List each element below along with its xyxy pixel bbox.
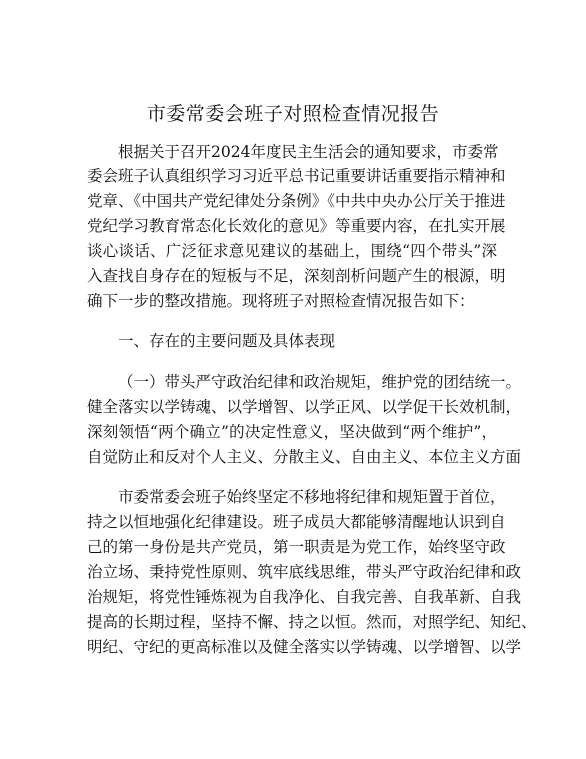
paragraph2-line-7: 明纪、守纪的更高标准以及健全落实以学铸魂、以学增智、以学 — [87, 638, 522, 656]
intro-line-2: 委会班子认真组织学习习近平总书记重要讲话重要指示精神和 — [87, 167, 506, 185]
intro-line-6: 入查找自身存在的短板与不足，深刻剖析问题产生的根源，明 — [87, 267, 506, 285]
subsection-line-3: 深刻领悟“两个确立”的决定性意义，坚决做到“两个维护”， — [87, 423, 497, 441]
intro-line-1: 根据关于召开2024年度民主生活会的通知要求，市委常 — [118, 143, 499, 161]
subsection-line-2: 健全落实以学铸魂、以学增智、以学正风、以学促干长效机制， — [87, 398, 522, 416]
intro-line-5: 谈心谈话、广泛征求意见建议的基础上，围绕“四个带头”深 — [87, 242, 497, 260]
paragraph2-line-5: 治规矩，将党性锤炼视为自我净化、自我完善、自我革新、自我 — [87, 588, 522, 606]
intro-line-4: 党纪学习教育常态化长效化的意见》等重要内容，在扎实开展 — [87, 217, 506, 235]
intro-line-3: 党章、《中国共产党纪律处分条例》《中共中央办公厅关于推进 — [87, 192, 506, 210]
document-title: 市委常委会班子对照检查情况报告 — [146, 103, 440, 125]
paragraph2-line-2: 持之以恒地强化纪律建设。班子成员大都能够清醒地认识到自 — [87, 513, 506, 531]
paragraph2-line-1: 市委常委会班子始终坚定不移地将纪律和规矩置于首位， — [118, 488, 506, 506]
intro-line-7: 确下一步的整改措施。现将班子对照检查情况报告如下： — [87, 292, 475, 310]
subsection-line-4: 自觉防止和反对个人主义、分散主义、自由主义、本位主义方面 — [87, 448, 522, 466]
paragraph2-line-6: 提高的长期过程，坚持不懈、持之以恒。然而，对照学纪、知纪、 — [87, 613, 537, 631]
paragraph2-line-4: 治立场、秉持党性原则、筑牢底线思维，带头严守政治纪律和政 — [87, 563, 522, 581]
subsection-line-1: （一）带头严守政治纪律和政治规矩，维护党的团结统一。 — [118, 373, 522, 391]
section-heading: 一、存在的主要问题及具体表现 — [118, 332, 336, 350]
paragraph2-line-3: 己的第一身份是共产党员，第一职责是为党工作，始终坚守政 — [87, 538, 506, 556]
